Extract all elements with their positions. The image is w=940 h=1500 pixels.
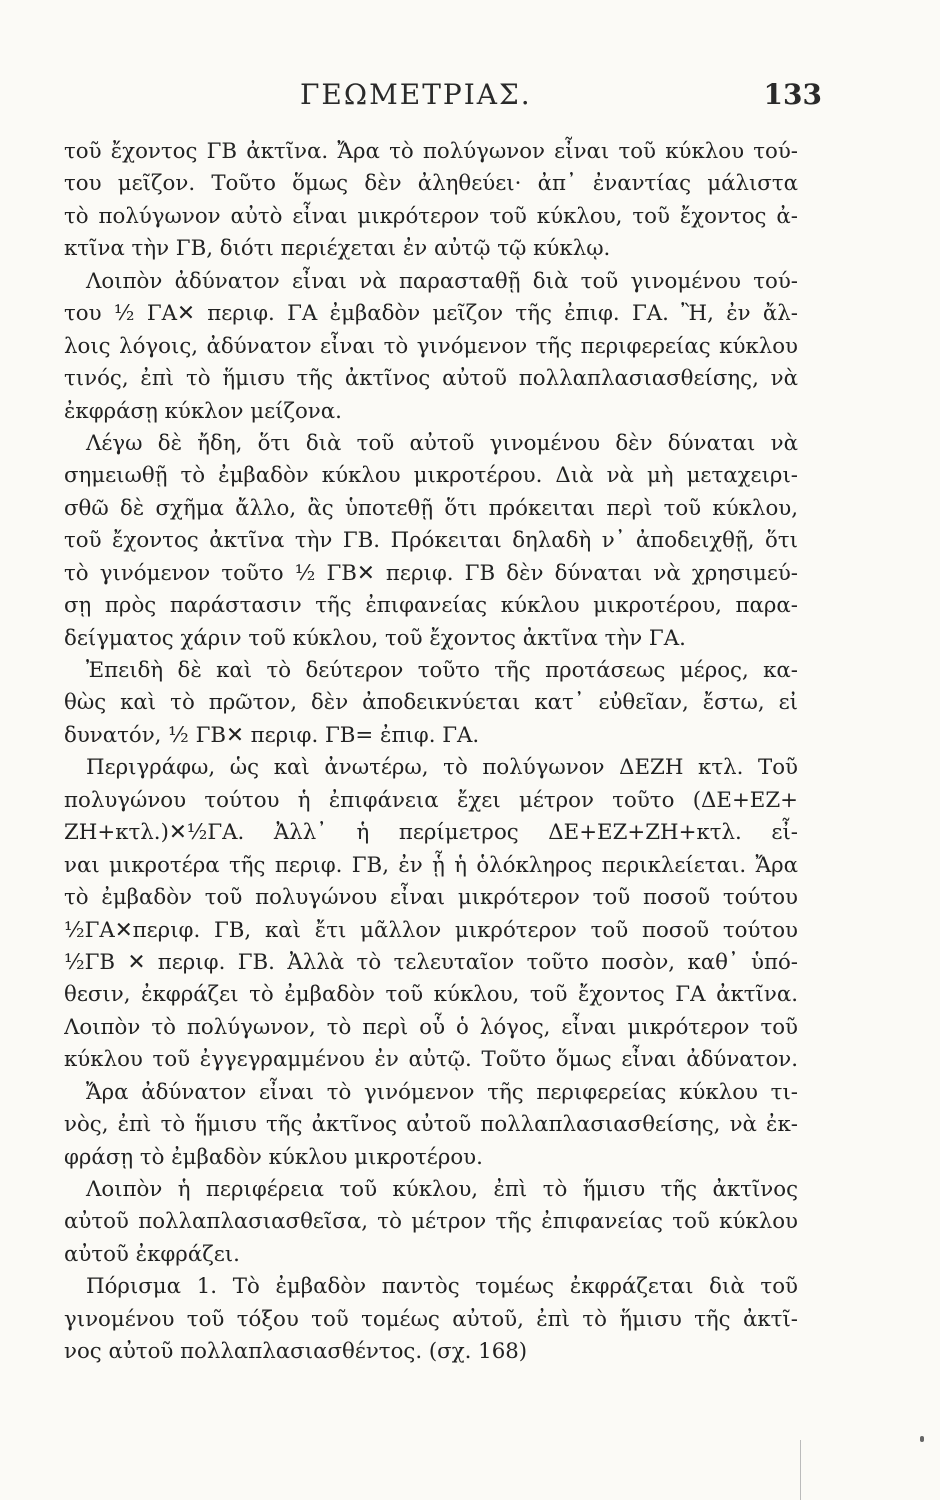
text-line: πολυγώνου τούτου ἡ ἐπιφάνεια ἔχει μέτρον τοῦτο (ΔΕ+ΕΖ+	[64, 787, 798, 813]
text-line: γινομένου τοῦ τόξου τοῦ τομέως αὐτοῦ, ἐπὶ τὸ ἥμισυ τῆς ἀκτῖ-	[64, 1306, 798, 1332]
text-line: φράσῃ τὸ ἐμβαδὸν κύκλου μικροτέρου.	[64, 1144, 483, 1170]
text-line: του ½ ΓΑ✕ περιφ. ΓΑ ἐμβαδὸν μεῖζον τῆς ἐπιφ. ΓΑ. Ἢ, ἐν ἄλ-	[64, 301, 798, 327]
text-line: σῃ πρὸς παράστασιν τῆς ἐπιφανείας κύκλου μικροτέρου, παρα-	[64, 593, 798, 619]
text-line: κύκλου τοῦ ἐγγεγραμμένου ἐν αὐτῷ. Τοῦτο ὅμως εἶναι ἀδύνατον.	[64, 1047, 798, 1073]
text-line: ναι μικροτέρα τῆς περιφ. ΓΒ, ἐν ᾗ ἡ ὁλόκληρος περικλείεται. Ἄρα	[64, 852, 798, 878]
text-line: τοῦ ἔχοντος ΓΒ ἀκτῖνα. Ἄρα τὸ πολύγωνον εἶναι τοῦ κύκλου τού-	[64, 139, 798, 164]
margin-dot	[920, 1436, 924, 1442]
text-line: λοις λόγοις, ἀδύνατον εἶναι τὸ γινόμενον τῆς περιφερείας κύκλου	[64, 333, 798, 359]
text-line: νος αὐτοῦ πολλαπλασιασθέντος. (σχ. 168)	[64, 1339, 528, 1365]
text-line: Ἄρα ἀδύνατον εἶναι τὸ γινόμενον τῆς περιφερείας κύκλου τι-	[86, 1079, 798, 1105]
text-line: Περιγράφω, ὡς καὶ ἀνωτέρω, τὸ πολύγωνον ΔΕΖΗ κτλ. Τοῦ	[86, 755, 798, 781]
text-line: τὸ ἐμβαδὸν τοῦ πολυγώνου εἶναι μικρότερον τοῦ ποσοῦ τούτου	[64, 885, 798, 911]
text-line: ½ΓΑ✕περιφ. ΓΒ, καὶ ἔτι μᾶλλον μικρότερον τοῦ ποσοῦ τούτου	[64, 917, 798, 943]
text-line: Λέγω δὲ ἤδη, ὅτι διὰ τοῦ αὐτοῦ γινομένου δὲν δύναται νὰ	[86, 430, 798, 456]
text-line: ½ΓΒ ✕ περιφ. ΓΒ. Ἀλλὰ τὸ τελευταῖον τοῦτο ποσὸν, καθ᾿ ὑπό-	[64, 949, 798, 975]
text-line: Ἐπειδὴ δὲ καὶ τὸ δεύτερον τοῦτο τῆς προτάσεως μέρος, κα-	[86, 658, 798, 683]
text-line: τοῦ ἔχοντος ἀκτῖνα τὴν ΓΒ. Πρόκειται δηλαδὴ ν᾿ ἀποδειχθῇ, ὅτι	[64, 528, 798, 554]
text-line: θεσιν, ἐκφράζει τὸ ἐμβαδὸν τοῦ κύκλου, τοῦ ἔχοντος ΓΑ ἀκτῖνα.	[64, 982, 798, 1008]
text-line: του μεῖζον. Τοῦτο ὅμως δὲν ἀληθεύει· ἀπ᾿ ἐναντίας μάλιστα	[64, 171, 798, 197]
text-line: θὼς καὶ τὸ πρῶτον, δὲν ἀποδεικνύεται κατ᾿ εὐθεῖαν, ἔστω, εἰ	[64, 690, 798, 716]
text-line: ΖΗ+κτλ.)✕½ΓΑ. Ἀλλ᾿ ἡ περίμετρος ΔΕ+ΕΖ+ΖΗ+κτλ. εἶ-	[64, 820, 798, 846]
text-line: Λοιπὸν ἀδύνατον εἶναι νὰ παρασταθῇ διὰ τοῦ γινομένου τού-	[86, 268, 798, 294]
text-line: αὐτοῦ πολλαπλασιασθεῖσα, τὸ μέτρον τῆς ἐπιφανείας τοῦ κύκλου	[64, 1209, 798, 1235]
text-line: τινός, ἐπὶ τὸ ἥμισυ τῆς ἀκτῖνος αὐτοῦ πολλαπλασιασθείσης, νὰ	[64, 366, 798, 392]
text-line: νὸς, ἐπὶ τὸ ἥμισυ τῆς ἀκτῖνος αὐτοῦ πολλαπλασιασθείσης, νὰ ἐκ-	[64, 1112, 798, 1138]
text-line: κτῖνα τὴν ΓΒ, διότι περιέχεται ἐν αὐτῷ τῷ κύκλῳ.	[64, 236, 611, 262]
text-line: ἐκφράσῃ κύκλον μείζονα.	[64, 398, 342, 424]
text-line: τὸ πολύγωνον αὐτὸ εἶναι μικρότερον τοῦ κύκλου, τοῦ ἔχοντος ἀ-	[64, 203, 798, 229]
text-line: δείγματος χάριν τοῦ κύκλου, τοῦ ἔχοντος ἀκτῖνα τὴν ΓΑ.	[64, 625, 686, 651]
text-line: Λοιπὸν ἡ περιφέρεια τοῦ κύκλου, ἐπὶ τὸ ἥμισυ τῆς ἀκτῖνος	[86, 1177, 798, 1202]
text-line: σημειωθῇ τὸ ἐμβαδὸν κύκλου μικροτέρου. Διὰ νὰ μὴ μεταχειρι-	[64, 463, 798, 489]
text-line: Λοιπὸν τὸ πολύγωνον, τὸ περὶ οὗ ὁ λόγος, εἶναι μικρότερον τοῦ	[64, 1014, 798, 1040]
text-line: δυνατόν, ½ ΓΒ✕ περιφ. ΓΒ= ἐπιφ. ΓΑ.	[64, 722, 480, 748]
margin-rule	[800, 1440, 801, 1500]
text-line: σθῶ δὲ σχῆμα ἄλλο, ἂς ὑποτεθῇ ὅτι πρόκειται περὶ τοῦ κύκλου,	[64, 495, 798, 521]
text-line: Πόρισμα 1. Τὸ ἐμβαδὸν παντὸς τομέως ἐκφράζεται διὰ τοῦ	[86, 1274, 798, 1300]
page-number: 133	[763, 78, 822, 111]
page-header	[0, 78, 940, 118]
text-line: αὐτοῦ ἐκφράζει.	[64, 1241, 240, 1267]
page-body-text	[64, 136, 798, 1369]
text-line: τὸ γινόμενον τοῦτο ½ ΓΒ✕ περιφ. ΓΒ δὲν δύναται νὰ χρησιμεύ-	[64, 560, 798, 586]
running-title: ΓΕΩΜΕΤΡΙΑΣ.	[300, 78, 532, 111]
